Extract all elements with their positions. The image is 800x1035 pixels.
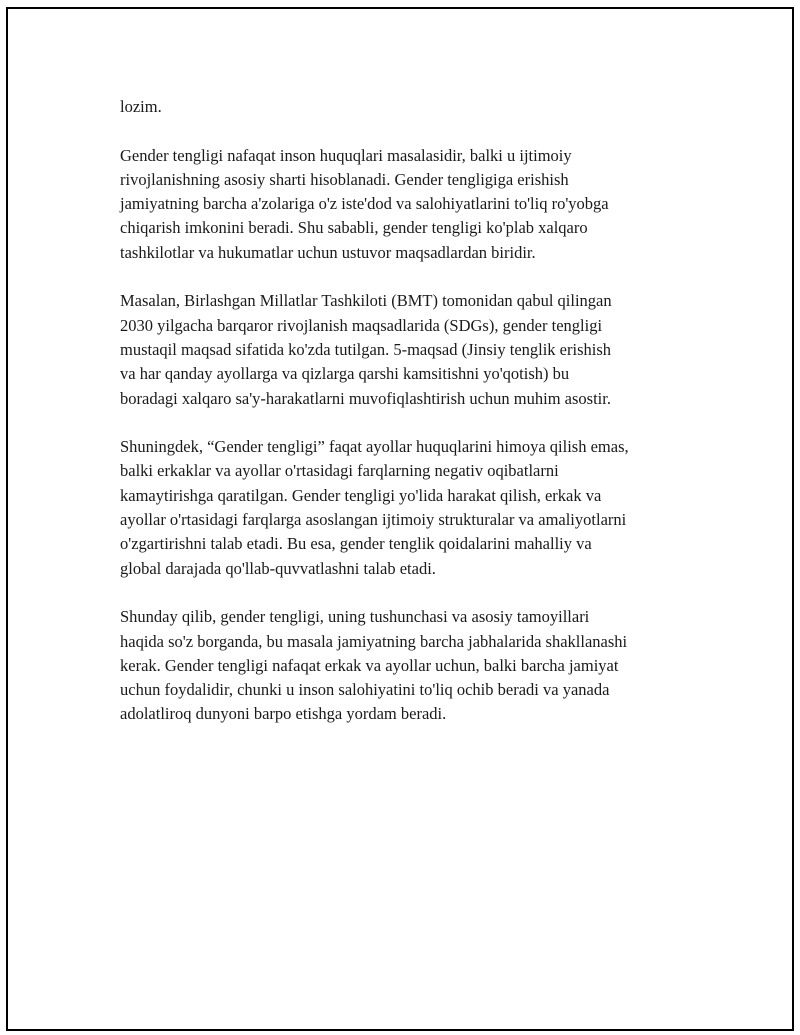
paragraph-men-and-women: Shuningdek, “Gender tengligi” faqat ayollar huquqlarini himoya qilish emas, balki erkaklar va ayollar o'rtasidagi farqlarning negativ oqibatlarni kamaytirishga qaratilgan. Gender tengligi yo'lida harakat qilish, erkak va ayollar o'rtasidagi farqlarga asoslangan ijtimoiy strukturalar va amaliyotlarni o'zgartirishni talab etadi. Bu esa, gender tenglik qoidalarini mahalliy va global darajada qo'llab-quvvatlashni talab etadi. bbox=[120, 437, 629, 578]
paragraph-gender-equality-intro: Gender tengligi nafaqat inson huquqlari masalasidir, balki u ijtimoiy rivojlanishning asosiy sharti hisoblanadi. Gender tengligiga erishish jamiyatning barcha a'zolariga o'z iste'dod va salohiyatlarini to'liq ro'yobga chiqarish imkonini beradi. Shu sababli, gender tengligi ko'plab xalqaro tashkilotlar va hukumatlar uchun ustuvor maqsadlardan biridir. bbox=[120, 145, 609, 262]
paragraph-conclusion: Shunday qilib, gender tengligi, uning tushunchasi va asosiy tamoyillari haqida so'z borganda, bu masala jamiyatning barcha jabhalarida shakllanashi kerak. Gender tengligi nafaqat erkak va ayollar uchun, balki barcha jamiyat uchun foydalidir, chunki u inson salohiyatini to'liq ochib beradi va yanada adolatliroq dunyoni barpo etishga yordam beradi. bbox=[120, 607, 628, 724]
page-border bbox=[6, 7, 794, 1031]
page-body bbox=[120, 95, 720, 751]
paragraph-un-sdg-example: Masalan, Birlashgan Millatlar Tashkiloti (BMT) tomonidan qabul qilingan 2030 yilgacha barqaror rivojlanish maqsadlarida (SDGs), gender tengligi mustaqil maqsad sifatida ko'zda tutilgan. 5-maqsad (Jinsiy tenglik erishish va har qanday ayollarga va qizlarga qarshi kamsitishni yo'qotish) bu boradagi xalqaro sa'y-harakatlarni muvofiqlashtirish uchun muhim asostir. bbox=[120, 291, 612, 408]
paragraph-continuation: lozim. bbox=[120, 97, 162, 116]
